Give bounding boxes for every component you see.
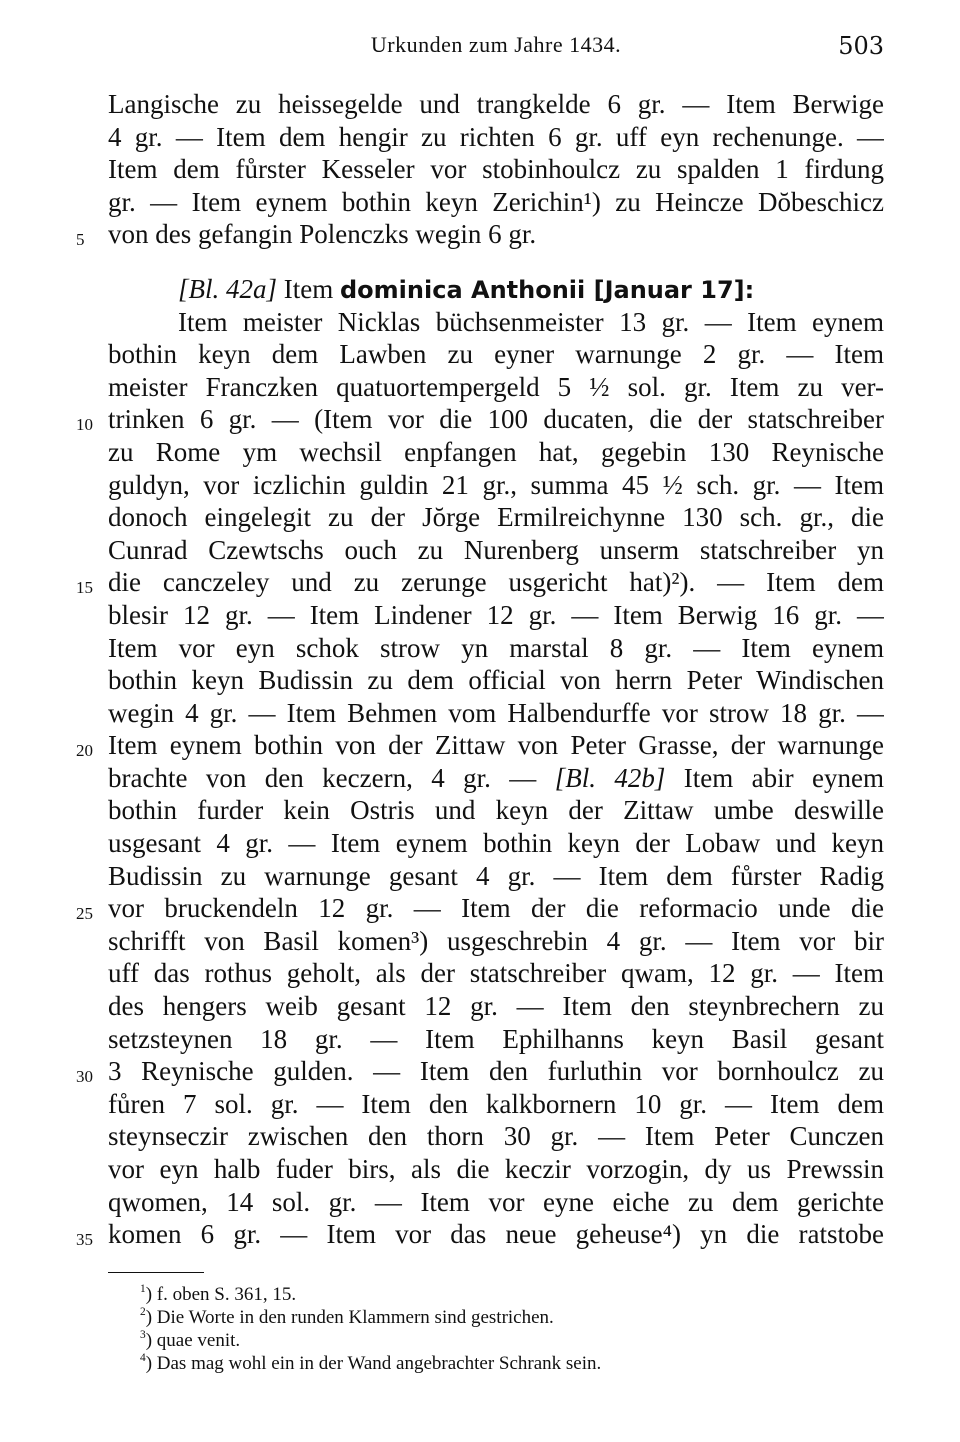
- heading-date: dominica Anthonii [Januar 17]:: [340, 275, 755, 304]
- text-line: [108, 436, 884, 469]
- footnote-mark-paren: ): [145, 1330, 157, 1351]
- text-line: [108, 273, 884, 306]
- text-line: [108, 371, 884, 404]
- line-text: Langische zu heissegelde und trangkelde 6 gr. — Item Berwige: [108, 89, 884, 119]
- line-text: [108, 762, 884, 795]
- text-line: [108, 501, 884, 534]
- text-line: [108, 1186, 884, 1219]
- text-line: [108, 121, 884, 154]
- footnote-mark-paren: ): [145, 1353, 157, 1374]
- page-header: [108, 32, 884, 66]
- line-number: 25: [76, 904, 93, 924]
- line-text: vor bruckendeln 12 gr. — Item der die reformacio unde die: [108, 893, 884, 924]
- line-number: 5: [76, 230, 85, 250]
- section-heading: [108, 273, 884, 306]
- line-text: bothin keyn Budissin zu dem official von herrn Peter Windischen: [108, 665, 884, 696]
- footnote: [140, 1283, 880, 1306]
- text-line: [108, 338, 884, 371]
- footnote-mark: 2: [140, 1305, 146, 1318]
- footnotes: [140, 1283, 880, 1375]
- footnote: [140, 1329, 880, 1352]
- body-text: [76, 88, 884, 1251]
- line-text: vor eyn halb fuder birs, als die keczir vorzogin, dy us Prewssin: [108, 1154, 884, 1184]
- footnote-rule: [108, 1272, 204, 1273]
- line-text: Cunrad Czewtschs ouch zu Nurenberg unserm statschreiber yn: [108, 534, 884, 565]
- text-line: [108, 1120, 884, 1153]
- text-line: [108, 827, 884, 860]
- text-line: [108, 1088, 884, 1121]
- text-line: [108, 1023, 884, 1056]
- line-text: qwomen, 14 sol. gr. — Item vor eyne eiche zu dem gerichte: [108, 1186, 884, 1217]
- line-text: von des gefangin Polenczks wegin 6 gr.: [108, 219, 537, 250]
- footnote-mark: 4: [140, 1351, 146, 1364]
- line-text: 4 gr. — Item dem hengir zu richten 6 gr. uff eyn rechenunge. —: [108, 121, 884, 152]
- footnote: [140, 1352, 880, 1375]
- line-number: 20: [76, 741, 93, 761]
- text-line: [108, 599, 884, 632]
- line-text: gr. — Item eynem bothin keyn Zerichin¹) zu Heincze Dŏbeschicz: [108, 186, 884, 217]
- heading-prefix: Item: [277, 273, 340, 304]
- text-line: [76, 1055, 884, 1088]
- line-number: 35: [76, 1230, 93, 1250]
- page-number: 503: [838, 32, 884, 60]
- text-line: [76, 892, 884, 925]
- footnote-mark-paren: ): [145, 1307, 157, 1328]
- text-line: [76, 1218, 884, 1251]
- footnote-text: quae venit.: [156, 1330, 241, 1351]
- line-text: Item meister Nicklas büchsenmeister 13 gr. — Item eynem: [178, 306, 884, 337]
- paragraph-gap: [108, 251, 884, 273]
- line-text: 3 Reynische gulden. — Item den furluthin vor bornhoulcz zu: [108, 1056, 884, 1087]
- text-line: [108, 925, 884, 958]
- line-text: die canczeley und zu zerunge usgericht hat)²). — Item dem: [108, 567, 884, 598]
- line-text: schrifft von Basil komen³) usgeschrebin 4 gr. — Item vor bir: [108, 925, 884, 956]
- text-line: [108, 632, 884, 665]
- text-line: [108, 88, 884, 121]
- line-text: fůren 7 sol. gr. — Item den kalkbornern 10 gr. — Item dem: [108, 1088, 884, 1119]
- line-text: bothin furder kein Ostris und keyn der Zittaw umbe deswille: [108, 795, 884, 826]
- text-line: [76, 729, 884, 762]
- footnote-mark: 3: [140, 1328, 146, 1341]
- line-number: 10: [76, 415, 93, 435]
- text-line: [76, 566, 884, 599]
- line-number: 30: [76, 1067, 93, 1087]
- text-line: [108, 794, 884, 827]
- line-text: usgesant 4 gr. — Item eynem bothin keyn der Lobaw und keyn: [108, 828, 884, 859]
- text-line: [108, 534, 884, 567]
- line-text: wegin 4 gr. — Item Behmen vom Halbendurffe vor strow 18 gr. —: [108, 697, 884, 728]
- footnote-text: f. oben S. 361, 15.: [156, 1284, 297, 1305]
- line-text: blesir 12 gr. — Item Lindener 12 gr. — Item Berwig 16 gr. —: [108, 599, 884, 630]
- line-number: 15: [76, 578, 93, 598]
- line-text: zu Rome ym wechsil enpfangen hat, gegebin 130 Reynische: [108, 436, 884, 467]
- text-line: [108, 957, 884, 990]
- text-line: [108, 860, 884, 893]
- text-line: [108, 306, 884, 339]
- line-text: setzsteynen 18 gr. — Item Ephilhanns keyn Basil gesant: [108, 1023, 884, 1054]
- footnote-mark: 1: [140, 1282, 146, 1295]
- footnote: [140, 1306, 880, 1329]
- footnote-mark-paren: ): [145, 1284, 157, 1305]
- text-line: [76, 403, 884, 436]
- footnote-text: Das mag wohl ein in der Wand angebrachter Schrank sein.: [156, 1353, 602, 1374]
- text-line: [108, 697, 884, 730]
- line-text-before: brachte von den keczern, 4 gr. —: [108, 762, 555, 793]
- folio-reference: [Bl. 42b]: [554, 762, 666, 793]
- text-line: [108, 664, 884, 697]
- line-text: uff das rothus geholt, als der statschreiber qwam, 12 gr. — Item: [108, 958, 884, 989]
- line-text: meister Franczken quatuortempergeld 5 ½ sol. gr. Item zu ver-: [108, 371, 884, 402]
- line-text: komen 6 gr. — Item vor das neue geheuse⁴) yn die ratstobe: [108, 1219, 884, 1250]
- line-text: donoch eingelegit zu der Jŏrge Ermilreichynne 130 sch. gr., die: [108, 502, 884, 533]
- line-text: trinken 6 gr. — (Item vor die 100 ducaten, die der statschreiber: [108, 404, 884, 435]
- text-line: [108, 1153, 884, 1186]
- line-text: steynseczir zwischen den thorn 30 gr. — Item Peter Cunczen: [108, 1121, 884, 1152]
- footnote-text: Die Worte in den runden Klammern sind gestrichen.: [156, 1307, 554, 1328]
- line-text: guldyn, vor iczlichin guldin 21 gr., summa 45 ½ sch. gr. — Item: [108, 469, 884, 500]
- line-text: Budissin zu warnunge gesant 4 gr. — Item dem fůrster Radig: [108, 860, 884, 891]
- line-text: bothin keyn dem Lawben zu eyner warnunge 2 gr. — Item: [108, 339, 884, 370]
- text-line: [108, 762, 884, 795]
- line-text: des hengers weib gesant 12 gr. — Item den steynbrechern zu: [108, 991, 884, 1022]
- line-text: Item vor eyn schok strow yn marstal 8 gr. — Item eynem: [108, 632, 884, 663]
- line-text: Item dem fůrster Kesseler vor stobinhoulcz zu spalden 1 firdung: [108, 154, 884, 185]
- line-text: Item eynem bothin von der Zittaw von Peter Grasse, der warnunge: [108, 730, 884, 761]
- folio-reference: [Bl. 42a]: [178, 273, 278, 304]
- text-line: [76, 218, 884, 251]
- running-title: Urkunden zum Jahre 1434.: [370, 32, 622, 57]
- text-line: [108, 990, 884, 1023]
- text-line: [108, 153, 884, 186]
- text-line: [108, 186, 884, 219]
- text-line: [108, 469, 884, 502]
- line-text-after: Item abir eynem: [665, 762, 884, 793]
